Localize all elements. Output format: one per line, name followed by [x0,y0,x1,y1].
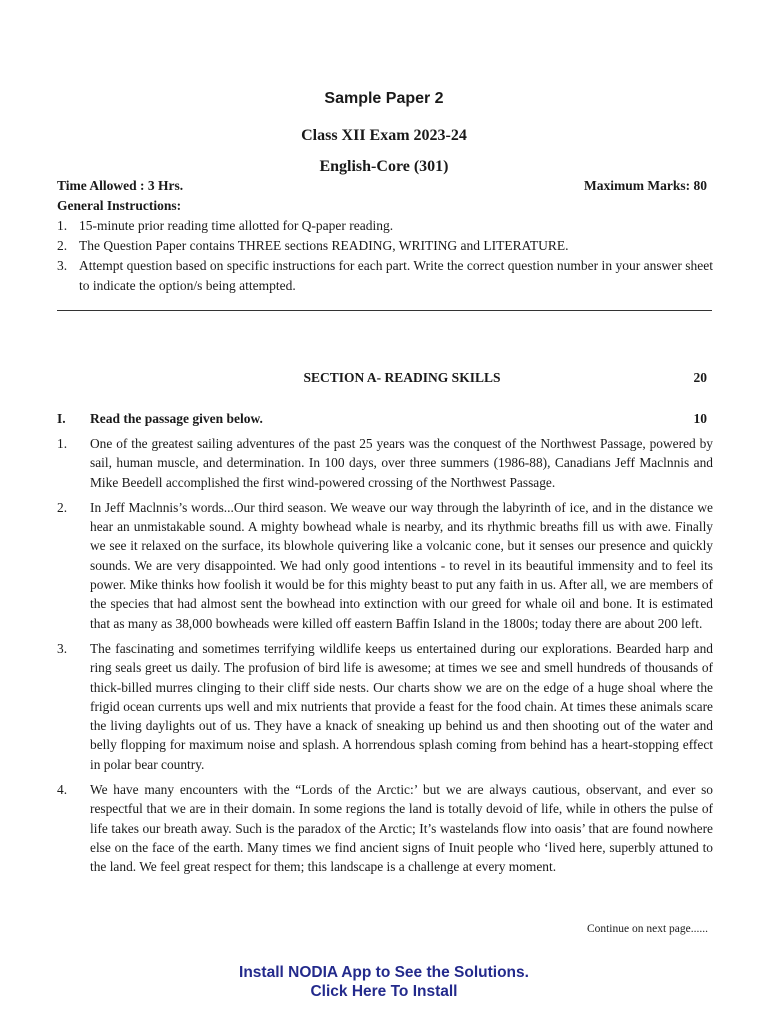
instruction-item [57,216,713,236]
passage [57,434,713,883]
instruction-text: 15-minute prior reading time allotted for Q-paper reading. [79,218,394,233]
question-marks: 10 [693,411,707,426]
exam-title: Class XII Exam 2023-24 [301,127,467,144]
maximum-marks: Maximum Marks: 80 [584,178,707,193]
question-number: I. [57,411,66,426]
passage-paragraph [57,434,713,492]
instruction-number: 1. [57,218,68,233]
exam-meta-row [57,177,707,195]
question-text: Read the passage given below. [90,411,263,426]
section-marks: 20 [693,370,707,385]
passage-paragraph [57,639,713,774]
instructions-list [57,216,713,296]
click-to-install-link[interactable]: Click Here To Install [310,983,458,1000]
passage-paragraph [57,498,713,633]
paragraph-text: We have many encounters with the “Lords of the Arctic:’ but we are always cautious, observant, and ever so respectful that we are in their domain. In some regions the land is totally devoid of life, while in others the pulse of life takes our breath away. Such is the paradox of the Arctic; It’s wastelands flow into oasis’ that are found nowhere else on the face of the earth. Many times we find ancient signs of Inuit people who ‘lived here, superbly attuned to the land. We feel great respect for them; this landscape is a challenge at every moment. [90,782,713,875]
instruction-item [57,236,713,256]
paragraph-number: 2. [57,499,68,515]
paragraph-number: 1. [57,436,68,451]
instruction-text: The Question Paper contains THREE sections READING, WRITING and LITERATURE. [79,238,569,253]
paragraph-number: 4. [57,782,68,798]
instruction-number: 3. [57,258,68,273]
paragraph-text: One of the greatest sailing adventures of the past 25 years was the conquest of the Northwest Passage, powered by sail, human muscle, and determination. In 100 days, over three summers (1986-88), Canadians Jeff Maclnnis and Mike Beedell accomplished the first wind-powered crossing of the Northwest Passage. [90,436,713,490]
instruction-text: Attempt question based on specific instructions for each part. Write the correct question number in your answer sheet to indicate the option/s being attempted. [79,258,713,293]
install-app-link[interactable]: Install NODIA App to See the Solutions. [239,964,529,981]
paragraph-text: In Jeff Maclnnis’s words...Our third season. We weave our way through the labyrinth of ice, and in the distance we hear an unmistakable sound. A mighty bowhead whale is nearby, and its rhythmic breaths fill us with awe. Finally we see it relaxed on the surface, its blowhole quivering like a volcanic cone, but it senses our presence and quickly sounds. We are very disappointed. We had only good intentions - to revel in its beautiful immensity and to feel its power. Mike thinks how foolish it would be for this mighty beast to put any faith in us. After all, we are members of the species that had almost sent the bowhead into extinction with our greed for whale oil and bone. It is estimated that as many as 38,000 bowheads were killed off eastern Baffin Island in the 1800s; today there are about 200 left. [90,499,713,631]
passage-paragraph [57,780,713,876]
paragraph-number: 3. [57,640,68,656]
paper-title: Sample Paper 2 [324,90,444,107]
subject-title: English-Core (301) [319,158,449,175]
section-heading-row [57,369,707,387]
continue-note: Continue on next page...... [586,923,708,935]
paragraph-text: The fascinating and sometimes terrifying wildlife keeps us entertained during our explorations. Bearded harp and ring seals greet us daily. The profusion of bird life is awesome; at times we see and smell hundreds of thousands of thick-billed murres clinging to their cliff side nests. Our charts show we are on the edge of a huge shoal where the frigid ocean currents ups well and mix nutrients that provide a feast for the food chain. At times these animals scare the living daylights out of us. They have a knack of sneaking up behind us and then shooting out of the water and belly flopping for maximum noise and splash. A horrendous splash coming from behind has a heart-stopping effect in polar bear country. [90,640,713,772]
section-title: SECTION A- READING SKILLS [303,370,501,385]
horizontal-divider [57,310,712,311]
question-heading-row [57,410,707,428]
general-instructions-label: General Instructions: [57,198,182,213]
instruction-number: 2. [57,238,68,253]
time-allowed: Time Allowed : 3 Hrs. [57,178,184,193]
instruction-item [57,256,713,296]
